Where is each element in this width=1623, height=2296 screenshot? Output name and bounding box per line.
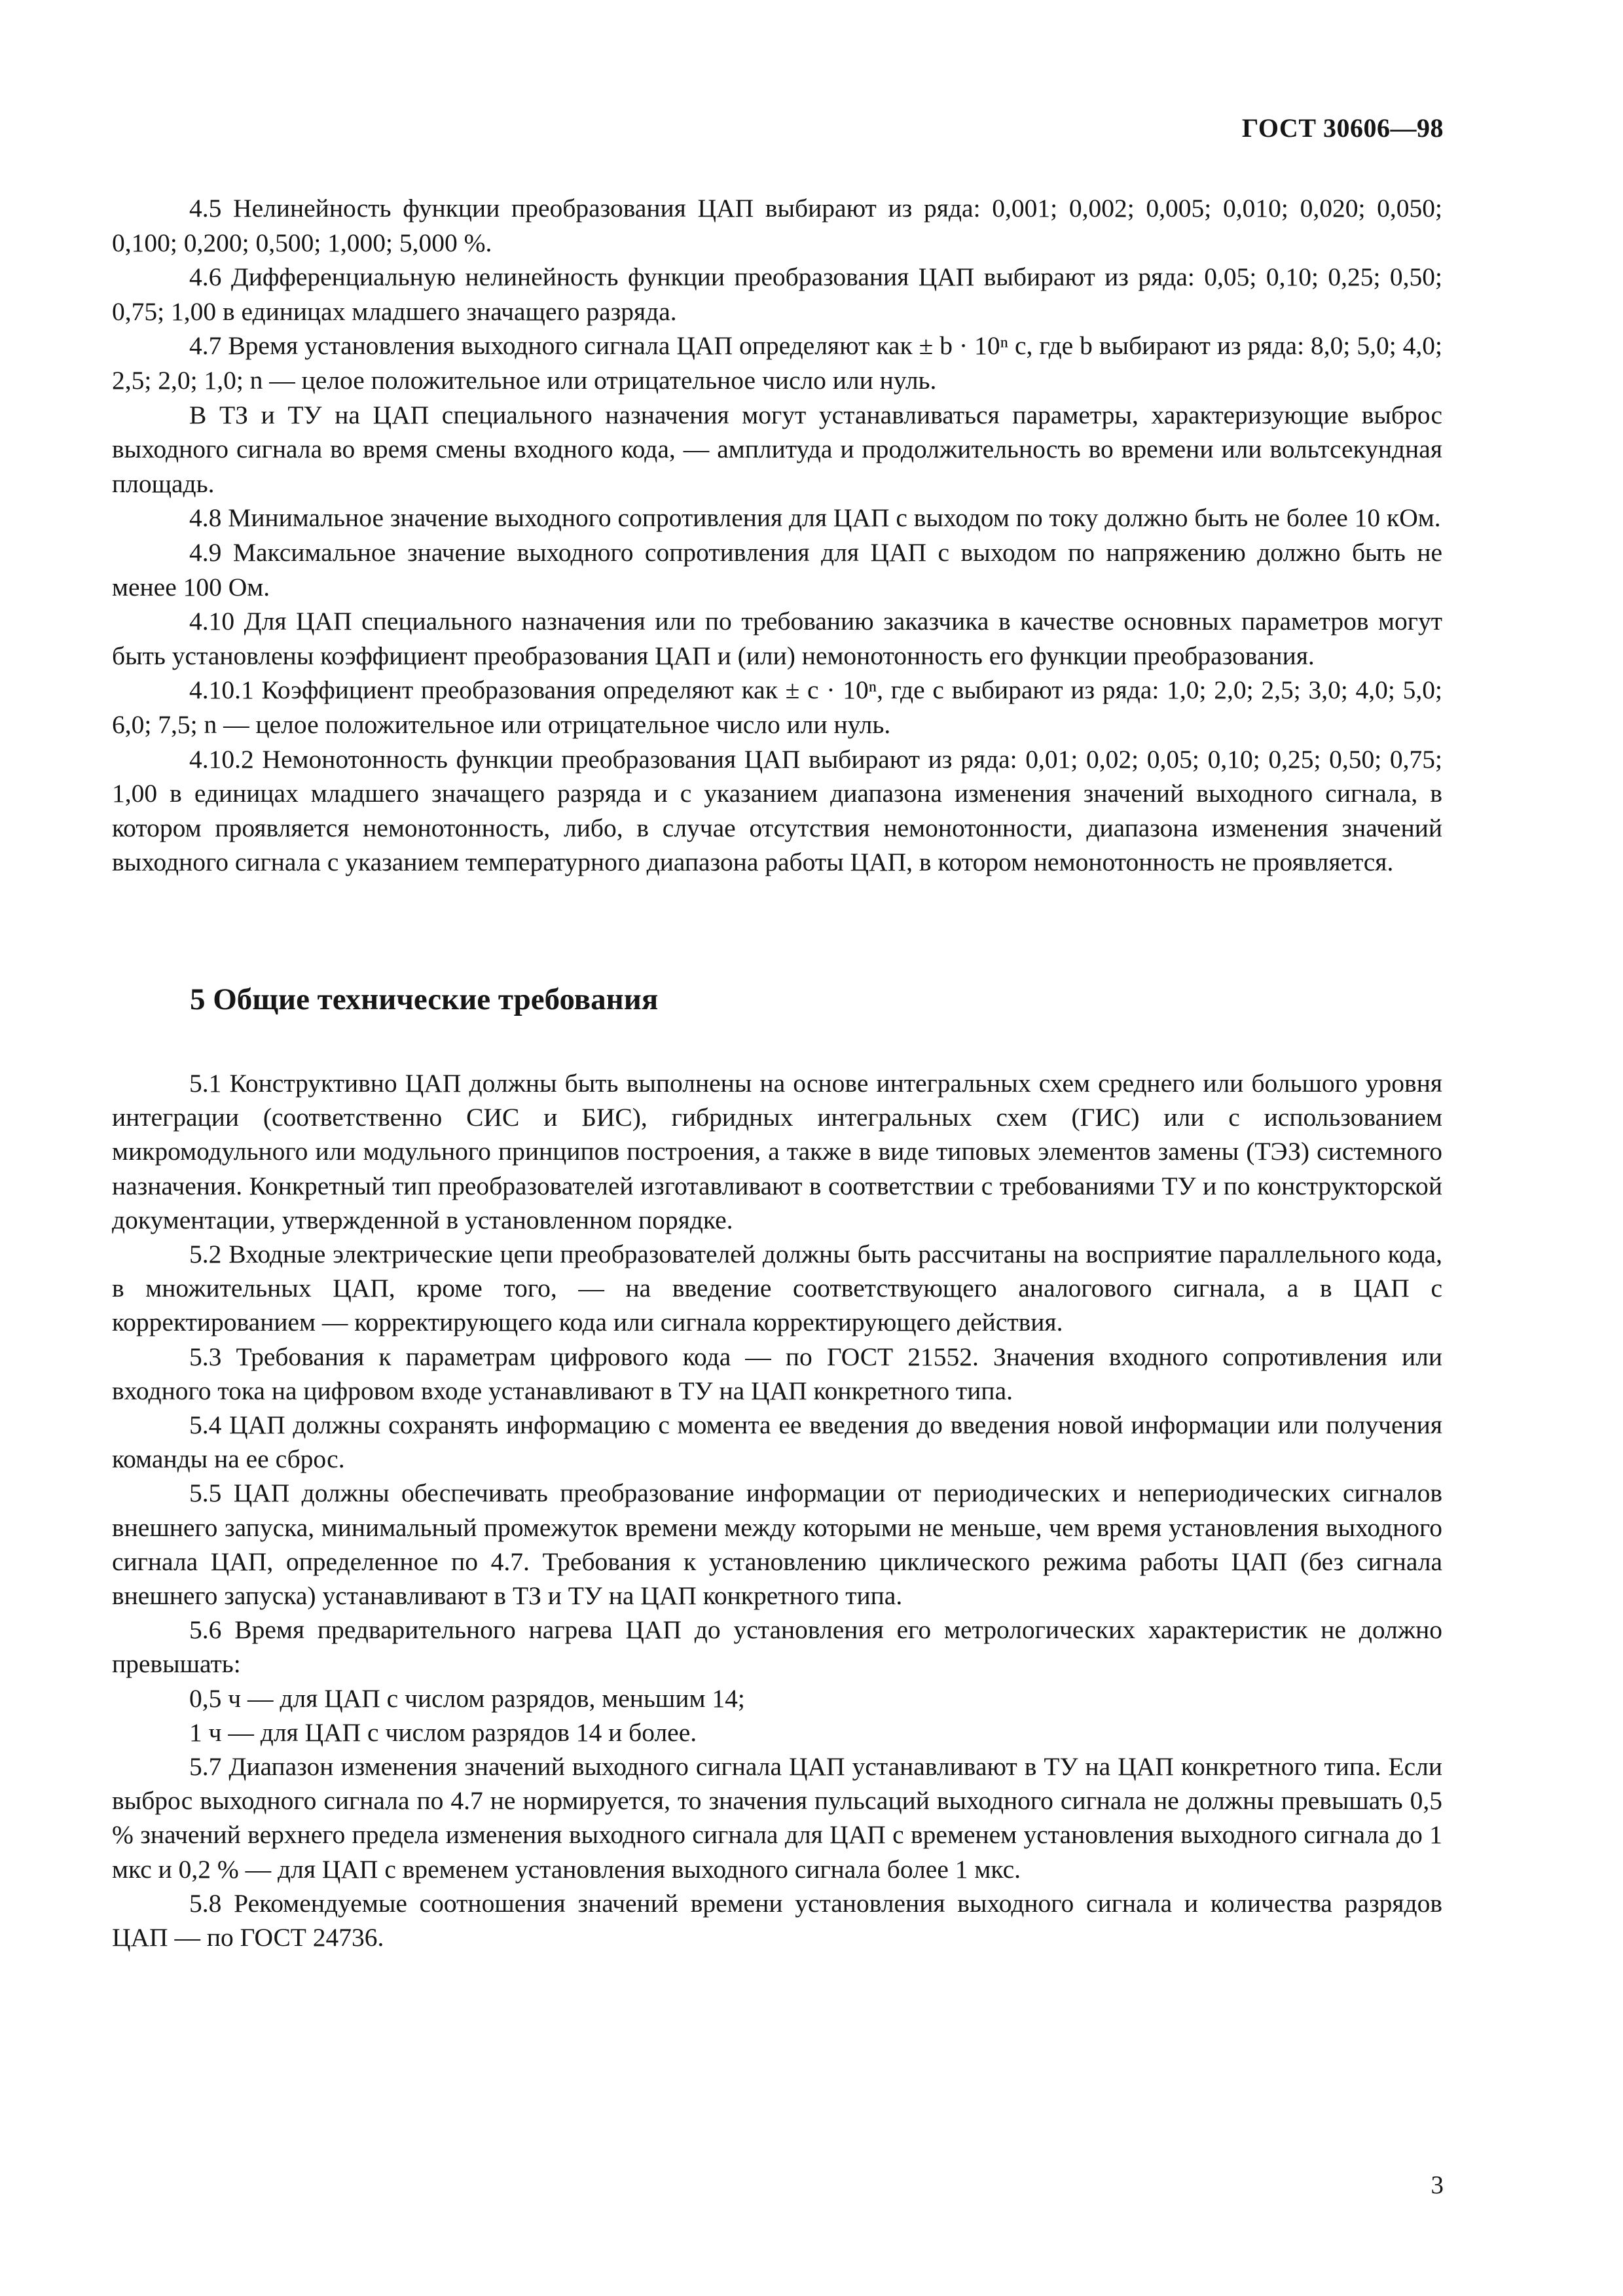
paragraph-5-4: 5.4 ЦАП должны сохранять информацию с момента ее введения до введения новой информации или получения команды на ее сброс. — [112, 1410, 1442, 1474]
paragraph-4-10: 4.10 Для ЦАП специального назначения или по требованию заказчика в качестве основных параметров могут быть установлены коэффициент преобразования ЦАП и (или) немонотонность его функции преобразования. — [112, 607, 1442, 670]
paragraph-5-1: 5.1 Конструктивно ЦАП должны быть выполнены на основе интегральных схем среднего или большого уровня интеграции (соответственно СИС и БИС), гибридных интегральных схем (ГИС) или с использованием микромодульного или модульного принципов построения, а также в виде типовых элементов замены (ТЭЗ) системного назначения. Конкретный тип преобразователей изготавливают в соответствии с требованиями ТУ и по конструкторской документации, утвержденной в установленном порядке. — [112, 1069, 1442, 1234]
paragraph-5-6-item-1: 0,5 ч — для ЦАП с числом разрядов, меньшим 14; — [189, 1683, 745, 1713]
paragraph-5-3: 5.3 Требования к параметрам цифрового кода — по ГОСТ 21552. Значения входного сопротивления или входного тока на цифровом входе устанавливают в ТУ на ЦАП конкретного типа. — [112, 1342, 1442, 1405]
paragraph-4-10-2: 4.10.2 Немонотонность функции преобразования ЦАП выбирают из ряда: 0,01; 0,02; 0,05; 0,10; 0,25; 0,50; 0,75; 1,00 в единицах младшего значащего разряда и с указанием диапазона изменения значений выходного сигнала, в котором проявляется немонотонность, либо, в случае отсутствия немонотонности, диапазона изменения значений выходного сигнала с указанием температурного диапазона работы ЦАП, в котором немонотонность не проявляется. — [112, 744, 1442, 877]
section-5-body — [112, 1066, 1442, 1954]
paragraph-5-7: 5.7 Диапазон изменения значений выходного сигнала ЦАП устанавливают в ТУ на ЦАП конкретного типа. Если выброс выходного сигнала по 4.7 не нормируется, то значения пульсаций выходного сигнала не должны превышать 0,5 % значений верхнего предела изменения выходного сигнала для ЦАП с временем установления выходного сигнала до 1 мкс и 0,2 % — для ЦАП с временем установления выходного сигнала более 1 мкс. — [112, 1752, 1442, 1884]
paragraph-5-2: 5.2 Входные электрические цепи преобразователей должны быть рассчитаны на восприятие параллельного кода, в множительных ЦАП, кроме того, — на введение соответствующего аналогового сигнала, а в ЦАП с корректированием — корректирующего кода или сигнала корректирующего действия. — [112, 1240, 1442, 1337]
paragraph-4-7: 4.7 Время установления выходного сигнала ЦАП определяют как ± b · 10ⁿ с, где b выбирают из ряда: 8,0; 5,0; 4,0; 2,5; 2,0; 1,0; n — целое положительное или отрицательное число или нуль. — [112, 331, 1442, 395]
paragraph-5-6-item-2: 1 ч — для ЦАП с числом разрядов 14 и более. — [189, 1717, 697, 1747]
paragraph-4-8: 4.8 Минимальное значение выходного сопротивления для ЦАП с выходом по току должно быть не более 10 кОм. — [189, 503, 1441, 533]
paragraph-5-6: 5.6 Время предварительного нагрева ЦАП до установления его метрологических характеристик не должно превышать: — [112, 1615, 1442, 1679]
paragraph-5-8: 5.8 Рекомендуемые соотношения значений времени установления выходного сигнала и количества разрядов ЦАП — по ГОСТ 24736. — [112, 1888, 1442, 1952]
paragraph-4-9: 4.9 Максимальное значение выходного сопротивления для ЦАП с выходом по напряжению должно быть не менее 100 Ом. — [112, 537, 1442, 601]
section-5-heading: 5 Общие технические требования — [190, 982, 659, 1016]
document-code-header: ГОСТ 30606—98 — [1241, 113, 1444, 143]
paragraph-5-5: 5.5 ЦАП должны обеспечивать преобразование информации от периодических и непериодических сигналов внешнего запуска, минимальный промежуток времени между которыми не меньше, чем время установления выходного сигнала ЦАП, определенное по 4.7. Требования к установлению циклического режима работы ЦАП (без сигнала внешнего запуска) устанавливают в ТЗ и ТУ на ЦАП конкретного типа. — [112, 1479, 1442, 1611]
paragraph-4-5: 4.5 Нелинейность функции преобразования ЦАП выбирают из ряда: 0,001; 0,002; 0,005; 0,010; 0,020; 0,050; 0,100; 0,200; 0,500; 1,000; 5,000 %. — [112, 194, 1442, 257]
page-number: 3 — [1431, 2171, 1444, 2199]
paragraph-4-10-1: 4.10.1 Коэффициент преобразования определяют как ± c · 10ⁿ, где c выбирают из ряда: 1,0; 2,0; 2,5; 3,0; 4,0; 5,0; 6,0; 7,5; n — целое положительное или отрицательное число или нуль. — [112, 675, 1442, 739]
paragraph-4-7-note: В ТЗ и ТУ на ЦАП специального назначения могут устанавливаться параметры, характеризующие выброс выходного сигнала во время смены входного кода, — амплитуда и продолжительность во времени или вольтсекундная площадь. — [112, 400, 1442, 498]
section-4-continuation — [112, 191, 1442, 880]
paragraph-4-6: 4.6 Дифференциальную нелинейность функции преобразования ЦАП выбирают из ряда: 0,05; 0,10; 0,25; 0,50; 0,75; 1,00 в единицах младшего значащего разряда. — [112, 262, 1442, 326]
